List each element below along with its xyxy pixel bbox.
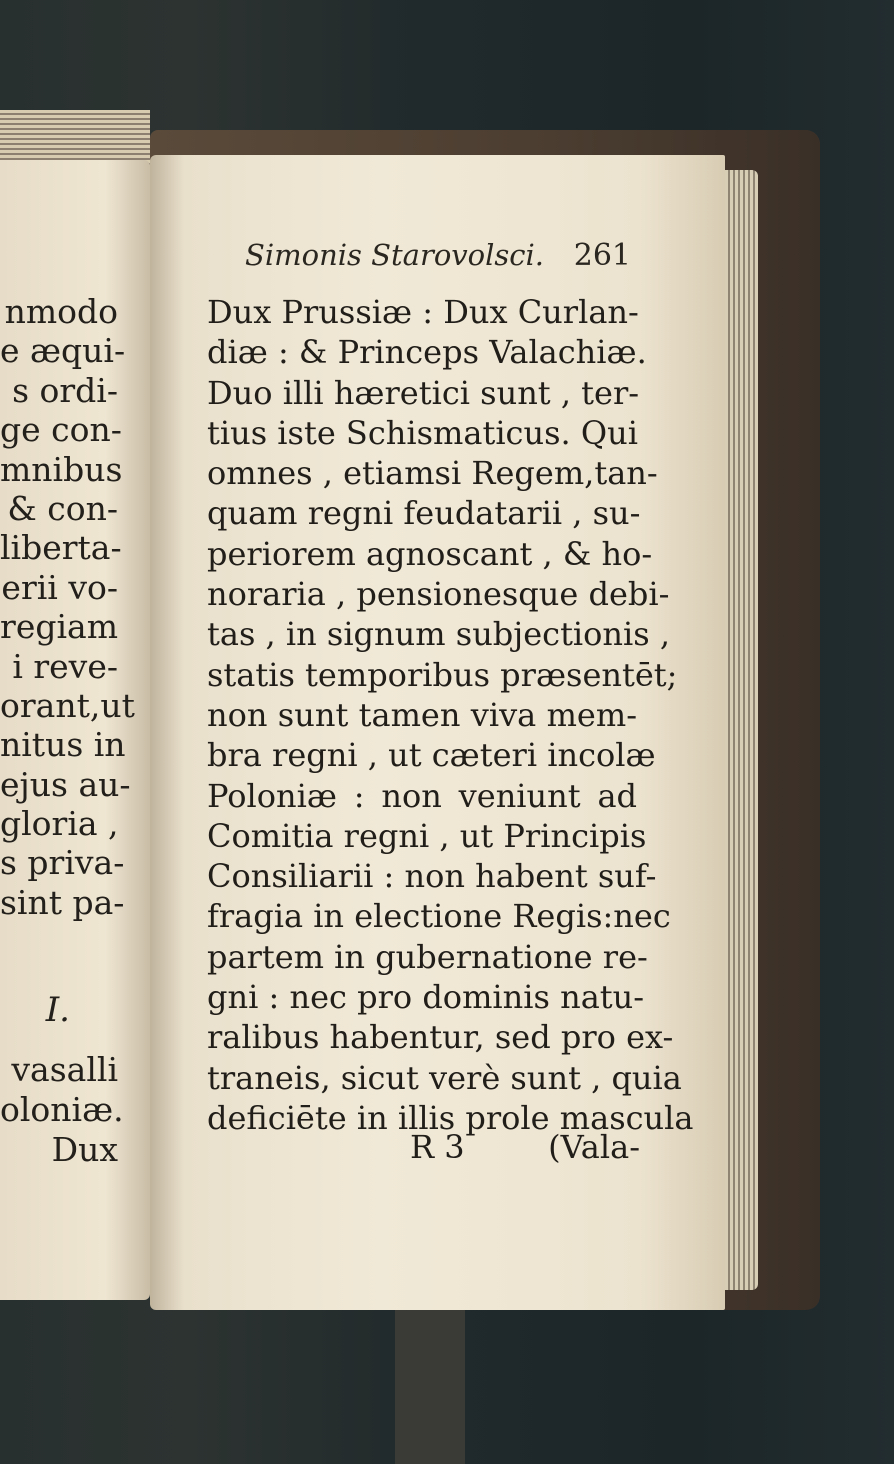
text-line: omnes , etiamsi Regem,tan- [207, 454, 658, 493]
left-page-line: Dux [51, 1130, 118, 1169]
left-page-line: erii vo- [1, 567, 118, 607]
left-page-line: nmodo [4, 292, 118, 331]
text-line: Dux Prussiæ : Dux Curlan- [207, 293, 639, 331]
text-line: statis temporibus præsentēt; [207, 655, 678, 694]
left-page-line: & con- [7, 488, 118, 528]
left-page-line: s priva- [0, 843, 125, 883]
left-page-line: s ordi- [12, 370, 118, 410]
running-head [245, 238, 635, 278]
text-line: bra regni , ut cæteri incolæ [207, 736, 656, 775]
text-line: ralibus habentur, sed pro ex- [207, 1018, 674, 1057]
text-line: partem in gubernatione re- [207, 937, 648, 976]
text-line: tius iste Schismaticus. Qui [207, 413, 638, 452]
left-page-line: oloniæ. [0, 1090, 124, 1129]
text-line: Poloniæ : non veniunt ad [207, 776, 637, 815]
text-line: tas , in signum subjectionis , [207, 615, 671, 654]
text-line: non sunt tamen viva mem- [207, 695, 637, 734]
left-page-line: nitus in [0, 725, 126, 765]
text-line: deficiēte in illis prole mascula [207, 1098, 694, 1137]
left-page-line: regiam [0, 607, 118, 647]
left-page-tail-text [0, 1050, 124, 1170]
left-page-line: gloria , [0, 804, 119, 844]
text-line: diæ : & Princeps Valachiæ. [207, 333, 647, 372]
left-page-line: vasalli [11, 1050, 118, 1089]
catchword: (Vala- [548, 1128, 640, 1166]
left-page-line: ejus au- [0, 764, 131, 804]
text-line: quam regni feudatarii , su- [207, 494, 641, 533]
text-line: traneis, sicut verè sunt , quia [207, 1058, 682, 1097]
text-line: fragia in electione Regis:nec [207, 897, 671, 936]
left-page-line: i reve- [12, 646, 118, 686]
text-line: gni : nec pro dominis natu- [207, 978, 645, 1017]
left-page-text [0, 292, 135, 922]
signature-mark: R 3 [410, 1128, 465, 1166]
left-page-line: sint pa- [0, 882, 125, 922]
left-page-line: liberta- [0, 528, 122, 568]
left-page-line: mnibus [0, 449, 123, 489]
text-line: Consiliarii : non habent suf- [207, 857, 657, 896]
left-page-line: ge con- [0, 410, 122, 450]
text-line: periorem agnoscant , & ho- [207, 534, 653, 573]
page-footer [410, 1128, 640, 1168]
page-number: 261 [573, 238, 631, 273]
text-line: Duo illi hæretici sunt , ter- [207, 373, 640, 412]
book-spine-bottom [395, 1290, 465, 1464]
left-page-chapter-number: I. [45, 990, 70, 1030]
text-line: Comitia regni , ut Principis [207, 816, 647, 855]
left-page-line: orant,ut [0, 685, 135, 725]
body-text [207, 292, 694, 1138]
left-page-line: e æqui- [0, 331, 126, 371]
text-line: noraria , pensionesque debi- [207, 575, 670, 614]
running-title: Simonis Starovolsci. [245, 238, 545, 272]
